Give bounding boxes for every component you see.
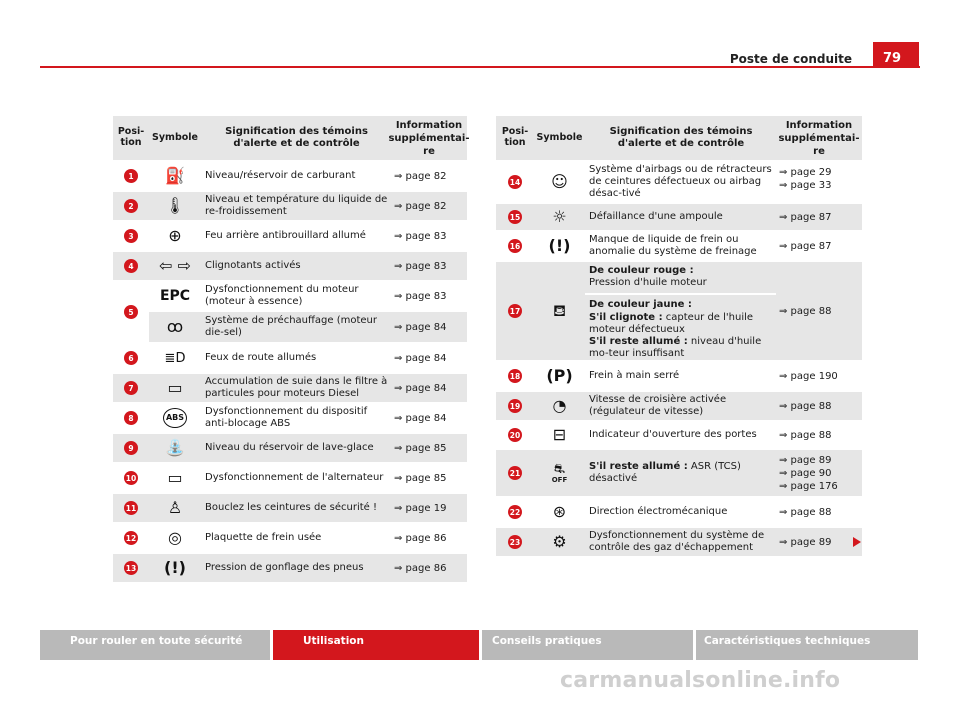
row-meaning: Dysfonctionnement de l'alternateur bbox=[205, 471, 384, 483]
row-page-ref: ⇒ page 85 bbox=[394, 472, 447, 484]
row-page-ref: ⇒ page 84 bbox=[394, 352, 447, 364]
header-info: Information supplémentai-re bbox=[388, 119, 470, 157]
row-page-ref: ⇒ page 83 bbox=[394, 290, 447, 302]
header-meaning: Signification des témoins d'alerte et de contrôle bbox=[225, 125, 368, 149]
position-badge: 22 bbox=[508, 505, 522, 519]
table-row bbox=[496, 162, 862, 204]
bulb-failure-icon: ☼ bbox=[552, 207, 567, 226]
warning-lights-table-left bbox=[113, 116, 470, 584]
header-meaning: Signification des témoins d'alerte et de contrôle bbox=[609, 125, 753, 149]
position-badge: 2 bbox=[124, 199, 138, 213]
row-meaning: Dysfonctionnement du système de contrôle des gaz d'échappement bbox=[589, 529, 765, 553]
row-page-ref: ⇒ page 84 bbox=[394, 321, 447, 333]
fuel-pump-icon: ⛽ bbox=[165, 166, 185, 185]
row-page-ref: ⇒ page 82 bbox=[394, 170, 447, 182]
high-beam-icon: ≣D bbox=[164, 350, 186, 366]
row-page-ref: ⇒ page 83 bbox=[394, 260, 447, 272]
header-rule bbox=[40, 66, 920, 68]
position-badge: 5 bbox=[124, 305, 138, 319]
table-header bbox=[113, 116, 470, 162]
row-meaning: Feu arrière antibrouillard allumé bbox=[205, 229, 366, 241]
seat-belt-icon: ♙ bbox=[167, 498, 183, 517]
table-row bbox=[113, 374, 467, 404]
position-badge: 18 bbox=[508, 369, 522, 383]
table-row bbox=[496, 528, 862, 558]
row-page-ref: ⇒ page 86 bbox=[394, 562, 447, 574]
row-meaning: Plaquette de frein usée bbox=[205, 531, 322, 543]
table-row bbox=[496, 362, 862, 392]
page-number: 79 bbox=[873, 42, 919, 68]
row-meaning: ASR (TCS) désactivé bbox=[589, 460, 741, 484]
yellow-color-label: De couleur jaune : bbox=[589, 299, 692, 311]
row-page-ref: ⇒ page 85 bbox=[394, 442, 447, 454]
row-page-ref: ⇒ page 86 bbox=[394, 532, 447, 544]
header-symbol: Symbole bbox=[152, 131, 198, 143]
blink-label: S'il clignote : bbox=[589, 311, 663, 323]
lit-label: S'il reste allumé : bbox=[589, 335, 688, 347]
row-meaning: Frein à main serré bbox=[589, 369, 680, 381]
row-page-ref: ⇒ page 176 bbox=[779, 481, 838, 492]
position-badge: 15 bbox=[508, 210, 522, 224]
row-page-ref: ⇒ page 87 bbox=[779, 211, 832, 223]
table-row bbox=[496, 232, 862, 262]
table-row bbox=[113, 252, 467, 282]
table-row bbox=[496, 204, 862, 232]
row-meaning: Défaillance d'une ampoule bbox=[589, 210, 723, 222]
epc-icon: EPC bbox=[159, 288, 191, 304]
footer-tab-safety[interactable]: Pour rouler en toute sécurité bbox=[40, 630, 270, 660]
row-meaning: Direction électromécanique bbox=[589, 505, 728, 517]
position-badge: 11 bbox=[124, 501, 138, 515]
row-meaning: Vitesse de croisière activée (régulateur de vitesse) bbox=[589, 393, 727, 417]
table-row bbox=[113, 524, 467, 554]
section-title: Poste de conduite bbox=[729, 52, 852, 66]
row-page-ref: ⇒ page 88 bbox=[779, 506, 832, 518]
steering-icon: ⊛ bbox=[552, 502, 567, 521]
position-badge: 20 bbox=[508, 428, 522, 442]
position-badge: 7 bbox=[124, 381, 138, 395]
row-page-ref: ⇒ page 84 bbox=[394, 412, 447, 424]
row-page-ref: ⇒ page 88 bbox=[779, 305, 832, 317]
position-badge: 16 bbox=[508, 239, 522, 253]
table-row bbox=[113, 554, 467, 584]
airbag-icon: ☺ bbox=[551, 172, 568, 191]
table-row bbox=[496, 450, 862, 498]
position-badge: 12 bbox=[124, 531, 138, 545]
brake-fluid-icon: (!) bbox=[548, 236, 571, 255]
footer-tab-technical-data[interactable]: Caractéristiques techniques bbox=[696, 630, 918, 660]
table-row bbox=[113, 464, 467, 494]
oil-pressure-icon: ⛾ bbox=[552, 301, 567, 320]
cruise-control-icon: ◔ bbox=[552, 396, 567, 415]
row-meaning: Niveau et température du liquide de re-froidissement bbox=[205, 193, 388, 217]
row-page-ref: ⇒ page 87 bbox=[779, 240, 832, 252]
row-page-ref: ⇒ page 33 bbox=[779, 180, 832, 191]
table-row bbox=[496, 422, 862, 450]
position-badge: 9 bbox=[124, 441, 138, 455]
table-row bbox=[113, 344, 467, 374]
watermark: carmanualsonline.info bbox=[560, 668, 841, 693]
table-row bbox=[113, 222, 467, 252]
red-color-label: De couleur rouge : bbox=[589, 265, 694, 276]
header-symbol: Symbole bbox=[536, 131, 583, 143]
row-page-ref: ⇒ page 89 bbox=[779, 455, 832, 466]
position-badge: 21 bbox=[508, 466, 522, 480]
row-meaning: Bouclez les ceintures de sécurité ! bbox=[205, 501, 377, 513]
table-row bbox=[113, 282, 467, 344]
tire-pressure-icon: (!) bbox=[164, 558, 186, 577]
table-row bbox=[113, 162, 467, 192]
position-badge: 4 bbox=[124, 259, 138, 273]
row-meaning: Dysfonctionnement du moteur (moteur à essence) bbox=[205, 283, 359, 307]
position-badge: 14 bbox=[508, 175, 522, 189]
row-meaning: Manque de liquide de frein ou anomalie du système de freinage bbox=[589, 233, 757, 257]
washer-fluid-icon: ⛲ bbox=[165, 438, 185, 457]
position-badge: 6 bbox=[124, 351, 138, 365]
footer-tab-operation[interactable]: Utilisation bbox=[273, 630, 479, 660]
blink-text: capteur de l'huile moteur défectueux bbox=[589, 311, 754, 335]
header-position: Posi-tion bbox=[117, 126, 145, 148]
row-meaning: Pression de gonflage des pneus bbox=[205, 561, 364, 573]
rear-fog-light-icon: ⊕ bbox=[168, 226, 182, 245]
row-meaning: Indicateur d'ouverture des portes bbox=[589, 428, 757, 440]
row-meaning: Niveau du réservoir de lave-glace bbox=[205, 441, 374, 453]
header-info: Information supplémentai-re bbox=[778, 119, 860, 157]
position-badge: 17 bbox=[508, 304, 522, 318]
table-row bbox=[496, 498, 862, 528]
table-row bbox=[113, 192, 467, 222]
table-header bbox=[496, 116, 862, 162]
lit-text: niveau d'huile mo-teur insuffisant bbox=[589, 335, 762, 360]
position-badge: 23 bbox=[508, 535, 522, 549]
position-badge: 10 bbox=[124, 471, 138, 485]
header-position: Posi-tion bbox=[501, 126, 529, 148]
position-badge: 1 bbox=[124, 169, 138, 183]
table-row bbox=[113, 494, 467, 524]
continue-arrow-icon bbox=[853, 537, 861, 547]
coolant-temperature-icon: 🌡 bbox=[164, 196, 186, 215]
table-row bbox=[496, 392, 862, 422]
table-row bbox=[113, 434, 467, 464]
table-row bbox=[113, 404, 467, 434]
row-meaning: Niveau/réservoir de carburant bbox=[205, 169, 356, 181]
position-badge: 13 bbox=[124, 561, 138, 575]
glow-plug-icon: ꝏ bbox=[166, 317, 184, 336]
row-page-ref: ⇒ page 88 bbox=[779, 400, 832, 412]
row-page-ref: ⇒ page 90 bbox=[779, 468, 832, 479]
turn-signals-icon: ⇦ ⇨ bbox=[159, 256, 191, 275]
lit-label: S'il reste allumé : bbox=[589, 460, 688, 472]
abs-icon: ABS bbox=[163, 408, 187, 428]
row-meaning: Dysfonctionnement du dispositif anti-blocage ABS bbox=[205, 405, 368, 429]
row-page-ref: ⇒ page 190 bbox=[779, 370, 838, 382]
position-badge: 3 bbox=[124, 229, 138, 243]
position-badge: 19 bbox=[508, 399, 522, 413]
row-page-ref: ⇒ page 89 bbox=[779, 536, 832, 548]
diesel-particulate-filter-icon: ▭ bbox=[167, 378, 183, 397]
row-page-ref: ⇒ page 88 bbox=[779, 429, 832, 441]
row-meaning: Système de préchauffage (moteur die-sel) bbox=[205, 314, 377, 338]
row-page-ref: ⇒ page 82 bbox=[394, 200, 447, 212]
row-page-ref: ⇒ page 83 bbox=[394, 230, 447, 242]
footer-tab-practical-tips[interactable]: Conseils pratiques bbox=[482, 630, 693, 660]
row-meaning: Feux de route allumés bbox=[205, 351, 317, 363]
red-color-text: Pression d'huile moteur bbox=[589, 277, 707, 289]
off-label: OFF bbox=[551, 475, 568, 484]
row-meaning: Clignotants activés bbox=[205, 259, 301, 271]
table-row bbox=[496, 262, 862, 362]
row-page-ref: ⇒ page 19 bbox=[394, 502, 447, 514]
door-open-icon: ⊟ bbox=[552, 425, 567, 444]
position-badge: 8 bbox=[124, 411, 138, 425]
row-page-ref: ⇒ page 29 bbox=[779, 167, 832, 178]
battery-icon: ▭ bbox=[167, 468, 183, 487]
traction-control-off-icon: ⛐ bbox=[553, 461, 566, 477]
brake-pad-icon: ◎ bbox=[168, 528, 182, 547]
engine-check-icon: ⚙ bbox=[552, 532, 567, 551]
row-meaning: Accumulation de suie dans le filtre à particules pour moteurs Diesel bbox=[205, 375, 388, 399]
warning-lights-table-right bbox=[496, 116, 862, 558]
row-meaning: Système d'airbags ou de rétracteurs de ceintures défectueux ou airbag désac-tivé bbox=[589, 163, 772, 200]
parking-brake-icon: (P) bbox=[546, 366, 573, 385]
row-page-ref: ⇒ page 84 bbox=[394, 382, 447, 394]
